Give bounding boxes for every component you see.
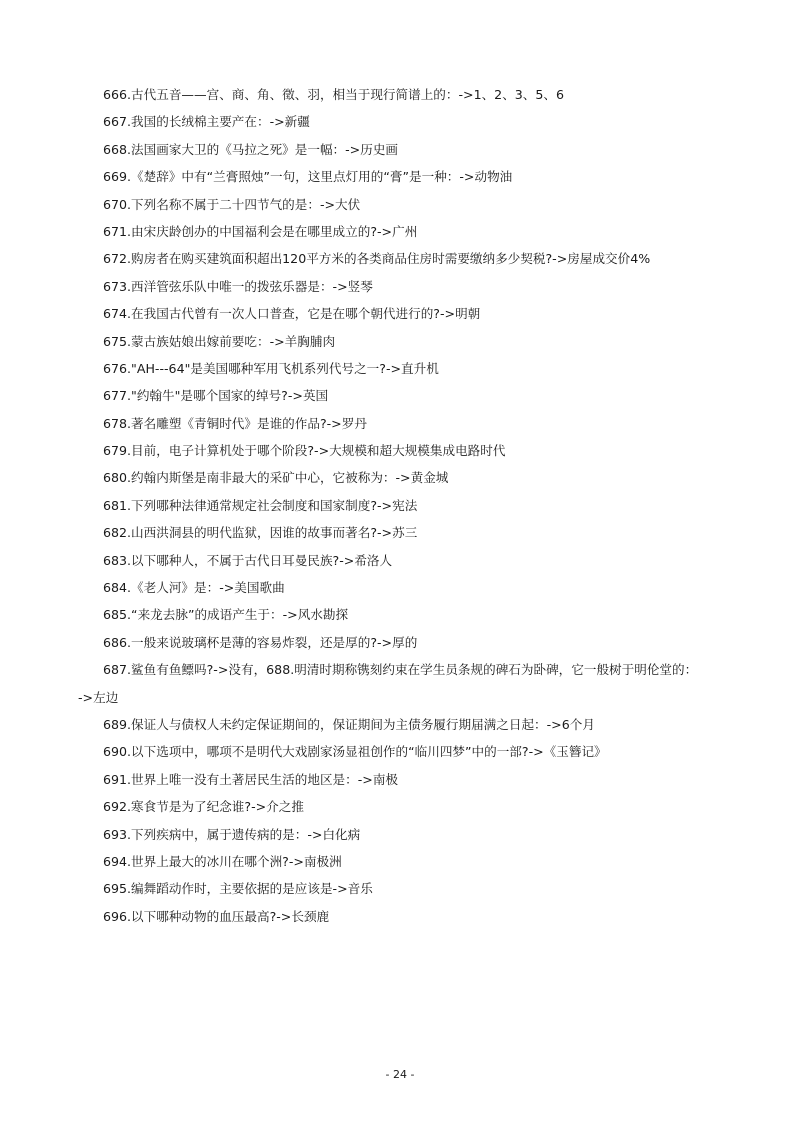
- qa-item-673: 673.西洋管弦乐队中唯一的拨弦乐器是：->竖琴: [103, 278, 373, 294]
- qa-item-672: 672.购房者在购买建筑面积超出120平方米的各类商品住房时需要缴纳多少契税?->房屋成交价4%: [103, 251, 651, 267]
- qa-item-693: 693.下列疾病中，属于遗传病的是：->白化病: [103, 826, 361, 842]
- qa-item-674: 674.在我国古代曾有一次人口普查，它是在哪个朝代进行的?->明朝: [103, 306, 481, 322]
- qa-item-666: 666.古代五音——宫、商、角、徵、羽，相当于现行简谱上的：->1、2、3、5、6: [103, 87, 565, 102]
- qa-item-689: 689.保证人与债权人未约定保证期间的，保证期间为主债务履行期届满之日起：->6个月: [103, 716, 595, 732]
- page-number: - 24 -: [385, 1068, 415, 1081]
- qa-item-679: 679.目前，电子计算机处于哪个阶段?->大规模和超大规模集成电路时代: [103, 443, 506, 459]
- qa-item-695: 695.编舞蹈动作时，主要依据的是应该是->音乐: [103, 881, 373, 897]
- qa-item-678: 678.著名雕塑《青铜时代》是谁的作品?->罗丹: [103, 415, 367, 431]
- qa-item-676: 676."AH---64"是美国哪种军用飞机系列代号之一?->直升机: [103, 360, 439, 376]
- question-answer-list: [0, 81, 800, 930]
- qa-item-669: 669.《楚辞》中有“兰膏照烛”一句，这里点灯用的“膏”是一种：->动物油: [103, 169, 513, 185]
- qa-item-684: 684.《老人河》是：->美国歌曲: [103, 580, 285, 596]
- qa-item-671: 671.由宋庆龄创办的中国福利会是在哪里成立的?->广州: [103, 223, 418, 239]
- qa-item-696: 696.以下哪种动物的血压最高?->长颈鹿: [103, 908, 330, 924]
- qa-item-692: 692.寒食节是为了纪念谁?->介之推: [103, 799, 304, 815]
- qa-item-667: 667.我国的长绒棉主要产在：->新疆: [103, 114, 310, 130]
- qa-item-690: 690.以下选项中，哪项不是明代大戏剧家汤显祖创作的“临川四梦”中的一部?->《玉簪记》: [103, 744, 607, 760]
- qa-item-682: 682.山西洪洞县的明代监狱，因谁的故事而著名?->苏三: [103, 525, 418, 541]
- qa-item-683: 683.以下哪种人，不属于古代日耳曼民族?->希洛人: [103, 552, 393, 568]
- qa-item-694: 694.世界上最大的冰川在哪个洲?->南极洲: [103, 853, 342, 869]
- qa-item-677: 677."约翰牛"是哪个国家的绰号?->英国: [103, 388, 329, 404]
- qa-item-675: 675.蒙古族姑娘出嫁前要吃：->羊胸脯肉: [103, 333, 336, 349]
- qa-item-691: 691.世界上唯一没有土著居民生活的地区是：->南极: [103, 771, 399, 787]
- qa-item-686: 686.一般来说玻璃杯是薄的容易炸裂，还是厚的?->厚的: [103, 634, 418, 650]
- qa-item-681: 681.下列哪种法律通常规定社会制度和国家制度?->宪法: [103, 497, 418, 513]
- qa-item-680: 680.约翰内斯堡是南非最大的采矿中心，它被称为：->黄金城: [103, 470, 449, 486]
- qa-item-687-688: 687.鲨鱼有鱼鳔吗?->没有，688.明清时期称镌刻约束在学生员条规的碑石为卧碑，它一般树于明伦堂的：: [103, 662, 698, 678]
- qa-item-670: 670.下列名称不属于二十四节气的是：->大伏: [103, 196, 361, 212]
- qa-item-688-answer: ->左边: [78, 689, 119, 705]
- qa-item-668: 668.法国画家大卫的《马拉之死》是一幅：->历史画: [103, 141, 399, 157]
- qa-item-685: 685.“来龙去脉”的成语产生于：->风水勘探: [103, 607, 349, 623]
